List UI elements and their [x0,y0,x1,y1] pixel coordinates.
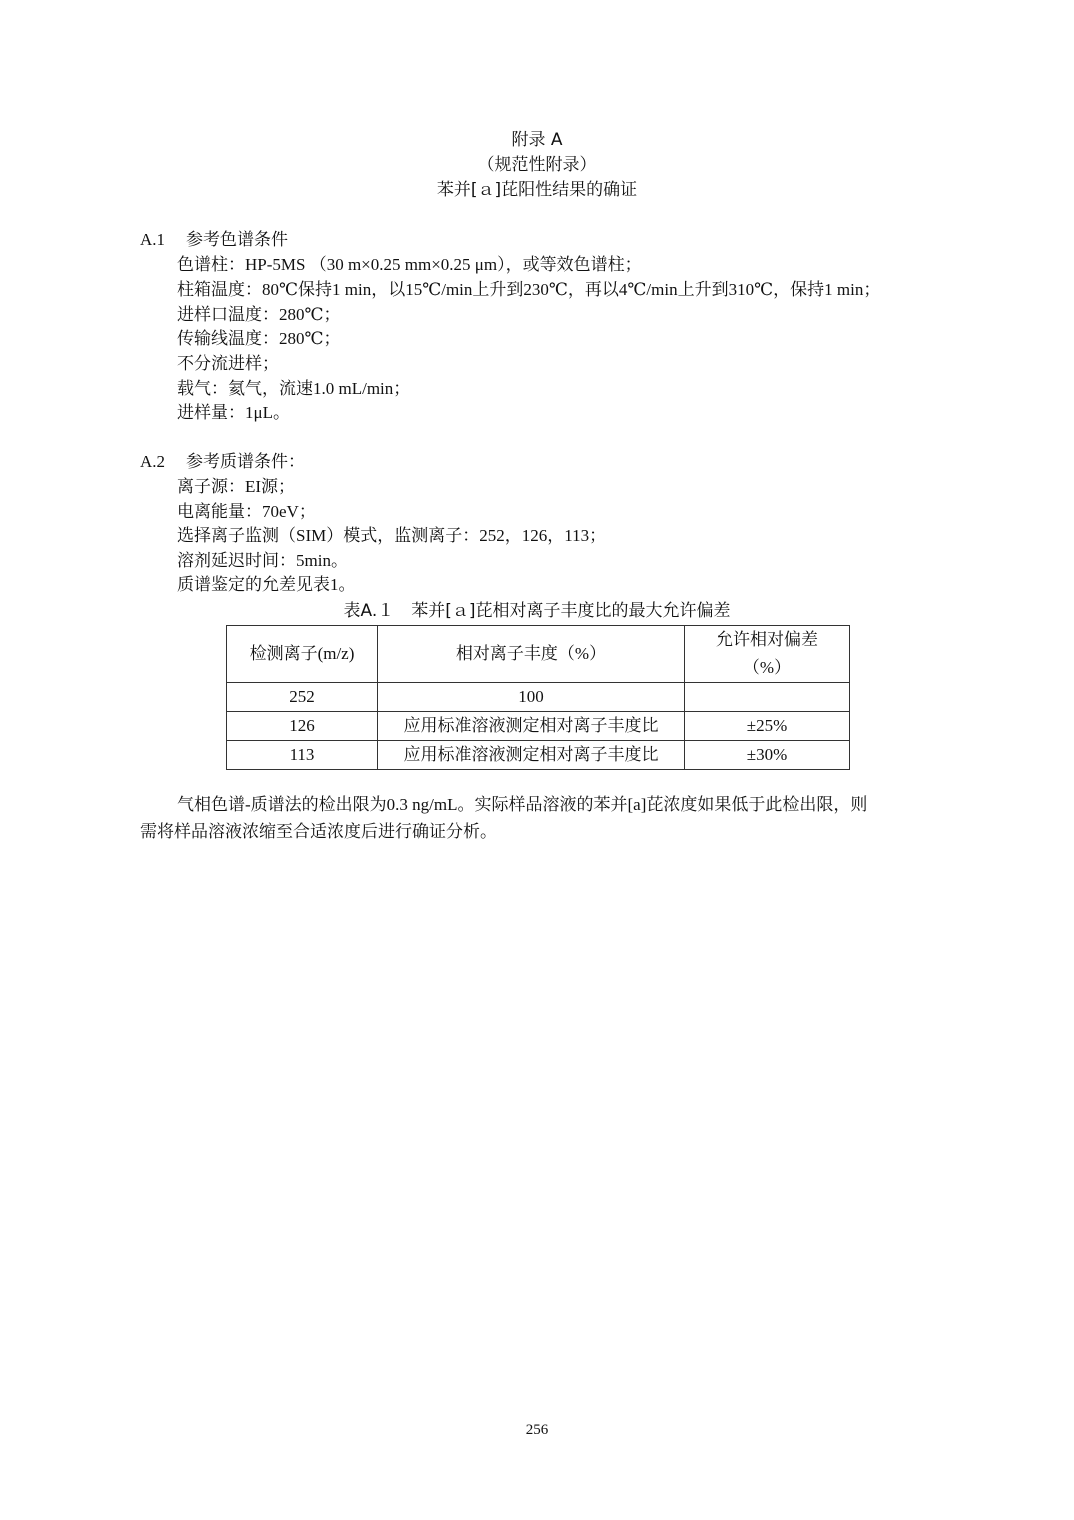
table-cell: ±25% [685,712,850,741]
section-heading-text: 参考色谱条件 [186,230,288,249]
a2-item-sim-mode: 选择离子监测（SIM）模式，监测离子：252，126，113； [177,526,607,545]
table-cell: ±30% [685,741,850,770]
header-ion: 检测离子(m/z) [227,626,378,683]
section-heading-text: 参考质谱条件： [186,452,305,471]
a1-item-oven-temp: 柱箱温度：80℃保持1 min，以15℃/min上升到230℃，再以4℃/min上升到310℃，保持1 min； [177,280,881,299]
a1-item-inlet-temp: 进样口温度：280℃； [177,305,341,324]
appendix-type: （规范性附录） [477,155,597,175]
header-abundance: 相对离子丰度（%） [378,626,685,683]
section-number: A.1 [140,230,166,249]
appendix-title: 苯并[ａ]芘阳性结果的确证 [436,180,638,200]
a2-item-solvent-delay: 溶剂延迟时间：5min。 [177,551,348,570]
a1-item-carrier-gas: 载气：氦气，流速1.0 mL/min； [177,379,411,398]
paragraph-line-1: 气相色谱-质谱法的检出限为0.3 ng/mL。实际样品溶液的苯并[a]芘浓度如果低于此检出限，则 [177,795,868,814]
header-deviation-line2: （%） [742,658,792,677]
table-cell: 应用标准溶液测定相对离子丰度比 [378,712,685,741]
a1-item-splitless: 不分流进样； [177,354,279,373]
table-row [227,683,850,712]
a2-item-ion-source: 离子源：EI源； [177,477,296,496]
section-a2-heading [140,450,305,474]
table-cell: 应用标准溶液测定相对离子丰度比 [378,741,685,770]
header-deviation [685,626,850,683]
table-cell: 100 [378,683,685,712]
table-header-row [227,626,850,683]
table-cell: 252 [227,683,378,712]
a1-item-injection-volume: 进样量：1μL。 [177,403,290,422]
page-number: 256 [525,1422,549,1438]
table-row [227,741,850,770]
a1-item-column: 色谱柱：HP-5MS （30 m×0.25 mm×0.25 μm），或等效色谱柱； [177,255,642,274]
appendix-label: 附录 A [511,130,563,150]
detection-limit-paragraph [140,791,940,845]
a2-item-tolerance-note: 质谱鉴定的允差见表1。 [177,575,356,594]
a1-item-transfer-temp: 传输线温度：280℃； [177,329,341,348]
header-deviation-line1: 允许相对偏差 [716,630,818,649]
paragraph-line-2: 需将样品溶液浓缩至合适浓度后进行确证分析。 [140,822,497,841]
table-cell: 126 [227,712,378,741]
table-row [227,712,850,741]
table-cell: 113 [227,741,378,770]
a2-item-ionization-energy: 电离能量：70eV； [177,502,316,521]
section-number: A.2 [140,452,166,471]
section-a1-heading [140,228,288,252]
table-cell [685,683,850,712]
deviation-table [226,625,850,770]
table-caption: 表A.１ 苯并[ａ]芘相对离子丰度比的最大允许偏差 [343,601,731,621]
